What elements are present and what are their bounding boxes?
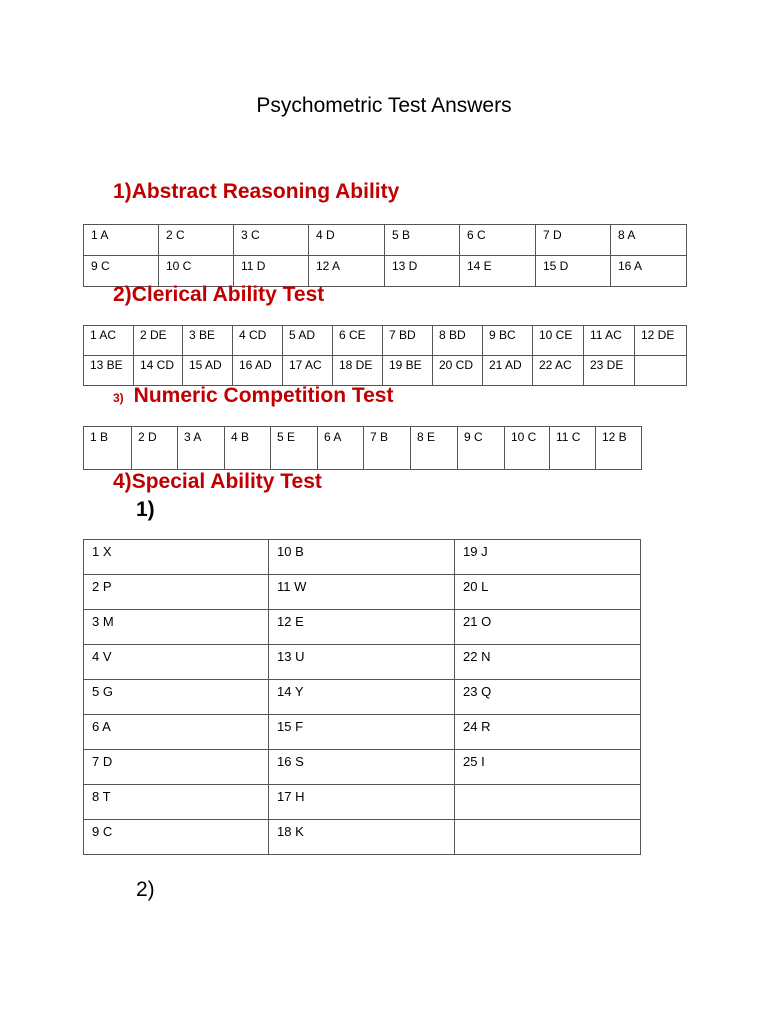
- answer-cell: 20 L: [455, 575, 641, 610]
- answer-cell: 3 M: [84, 610, 269, 645]
- table-row: [84, 645, 641, 680]
- answer-cell: 13 U: [269, 645, 455, 680]
- answer-cell: 8 E: [411, 427, 458, 470]
- answer-cell: 6 CE: [333, 326, 383, 356]
- answer-cell: 7 BD: [383, 326, 433, 356]
- table-row: [84, 715, 641, 750]
- section-heading-numeric: [113, 384, 393, 408]
- answer-cell: 18 K: [269, 820, 455, 855]
- section-number: 3): [113, 391, 124, 405]
- table-row: [84, 225, 687, 256]
- answer-cell: 13 BE: [84, 356, 134, 386]
- answer-cell: 12 E: [269, 610, 455, 645]
- answer-cell: 17 H: [269, 785, 455, 820]
- subsection-number-1: 1): [136, 498, 155, 521]
- table-row: [84, 785, 641, 820]
- section-title: Abstract Reasoning Ability: [131, 180, 400, 203]
- table-row: [84, 540, 641, 575]
- answer-cell: 1 A: [84, 225, 159, 256]
- answer-cell: 12 B: [596, 427, 642, 470]
- section-number: 4): [113, 470, 132, 493]
- answer-cell: 21 O: [455, 610, 641, 645]
- table-row: [84, 680, 641, 715]
- answer-cell: 14 Y: [269, 680, 455, 715]
- answer-cell: 6 A: [84, 715, 269, 750]
- answer-cell: 8 BD: [433, 326, 483, 356]
- abstract-answers-table: [83, 224, 687, 287]
- answer-cell: 10 C: [505, 427, 550, 470]
- answer-cell: 5 E: [271, 427, 318, 470]
- page-title: Psychometric Test Answers: [256, 94, 512, 117]
- section-heading-abstract: [113, 180, 399, 204]
- answer-cell: 5 G: [84, 680, 269, 715]
- answer-cell: 1 AC: [84, 326, 134, 356]
- answer-cell: 23 Q: [455, 680, 641, 715]
- answer-cell: 15 AD: [183, 356, 233, 386]
- answer-cell: 10 B: [269, 540, 455, 575]
- section-title: Clerical Ability Test: [131, 283, 325, 306]
- answer-cell: 24 R: [455, 715, 641, 750]
- answer-cell: 22 N: [455, 645, 641, 680]
- answer-cell: [635, 356, 687, 386]
- answer-cell: 4 CD: [233, 326, 283, 356]
- answer-cell: 5 AD: [283, 326, 333, 356]
- answer-cell: 2 C: [159, 225, 234, 256]
- answer-cell: 1 B: [84, 427, 132, 470]
- special-answers-table: [83, 539, 641, 855]
- section-heading-clerical: [113, 283, 324, 307]
- answer-cell: 4 V: [84, 645, 269, 680]
- answer-cell: 14 CD: [134, 356, 183, 386]
- answer-cell: 3 BE: [183, 326, 233, 356]
- answer-cell: 13 D: [385, 256, 460, 287]
- answer-cell: 21 AD: [483, 356, 533, 386]
- answer-cell: 11 W: [269, 575, 455, 610]
- answer-cell: 1 X: [84, 540, 269, 575]
- answer-cell: 3 A: [178, 427, 225, 470]
- answer-cell: 15 D: [536, 256, 611, 287]
- answer-cell: 20 CD: [433, 356, 483, 386]
- answer-cell: [455, 820, 641, 855]
- answer-cell: 16 S: [269, 750, 455, 785]
- answer-cell: 2 D: [132, 427, 178, 470]
- section-heading-special: [113, 470, 322, 494]
- table-row: [84, 820, 641, 855]
- answer-cell: 12 DE: [635, 326, 687, 356]
- section-number: 2): [113, 283, 132, 306]
- answer-cell: 22 AC: [533, 356, 584, 386]
- section-title: Numeric Competition Test: [133, 384, 394, 407]
- table-row: [84, 256, 687, 287]
- answer-cell: 9 C: [84, 820, 269, 855]
- table-row: [84, 326, 687, 356]
- answer-cell: 11 C: [550, 427, 596, 470]
- section-number: 1): [113, 180, 132, 203]
- answer-cell: 9 BC: [483, 326, 533, 356]
- answer-cell: 2 DE: [134, 326, 183, 356]
- answer-cell: 17 AC: [283, 356, 333, 386]
- answer-cell: 18 DE: [333, 356, 383, 386]
- answer-cell: 6 C: [460, 225, 536, 256]
- answer-cell: 7 D: [84, 750, 269, 785]
- answer-cell: 16 AD: [233, 356, 283, 386]
- answer-cell: [455, 785, 641, 820]
- answer-cell: 11 AC: [584, 326, 635, 356]
- answer-cell: 8 T: [84, 785, 269, 820]
- table-row: [84, 610, 641, 645]
- answer-cell: 2 P: [84, 575, 269, 610]
- answer-cell: 4 B: [225, 427, 271, 470]
- answer-cell: 11 D: [234, 256, 309, 287]
- answer-cell: 7 B: [364, 427, 411, 470]
- answer-cell: 19 BE: [383, 356, 433, 386]
- answer-cell: 7 D: [536, 225, 611, 256]
- numeric-answers-table: [83, 426, 642, 470]
- table-row: [84, 575, 641, 610]
- answer-cell: 12 A: [309, 256, 385, 287]
- answer-cell: 25 I: [455, 750, 641, 785]
- table-row: [84, 356, 687, 386]
- answer-cell: 8 A: [611, 225, 687, 256]
- table-row: [84, 750, 641, 785]
- section-title: Special Ability Test: [131, 470, 322, 493]
- answer-cell: 10 C: [159, 256, 234, 287]
- answer-cell: 9 C: [458, 427, 505, 470]
- answer-cell: 3 C: [234, 225, 309, 256]
- answer-cell: 9 C: [84, 256, 159, 287]
- clerical-answers-table: [83, 325, 687, 386]
- answer-cell: 23 DE: [584, 356, 635, 386]
- answer-cell: 6 A: [318, 427, 364, 470]
- answer-cell: 19 J: [455, 540, 641, 575]
- answer-cell: 5 B: [385, 225, 460, 256]
- answer-cell: 4 D: [309, 225, 385, 256]
- answer-cell: 10 CE: [533, 326, 584, 356]
- subsection-number-2: 2): [136, 878, 155, 901]
- answer-cell: 16 A: [611, 256, 687, 287]
- answer-cell: 14 E: [460, 256, 536, 287]
- answer-cell: 15 F: [269, 715, 455, 750]
- table-row: [84, 427, 642, 470]
